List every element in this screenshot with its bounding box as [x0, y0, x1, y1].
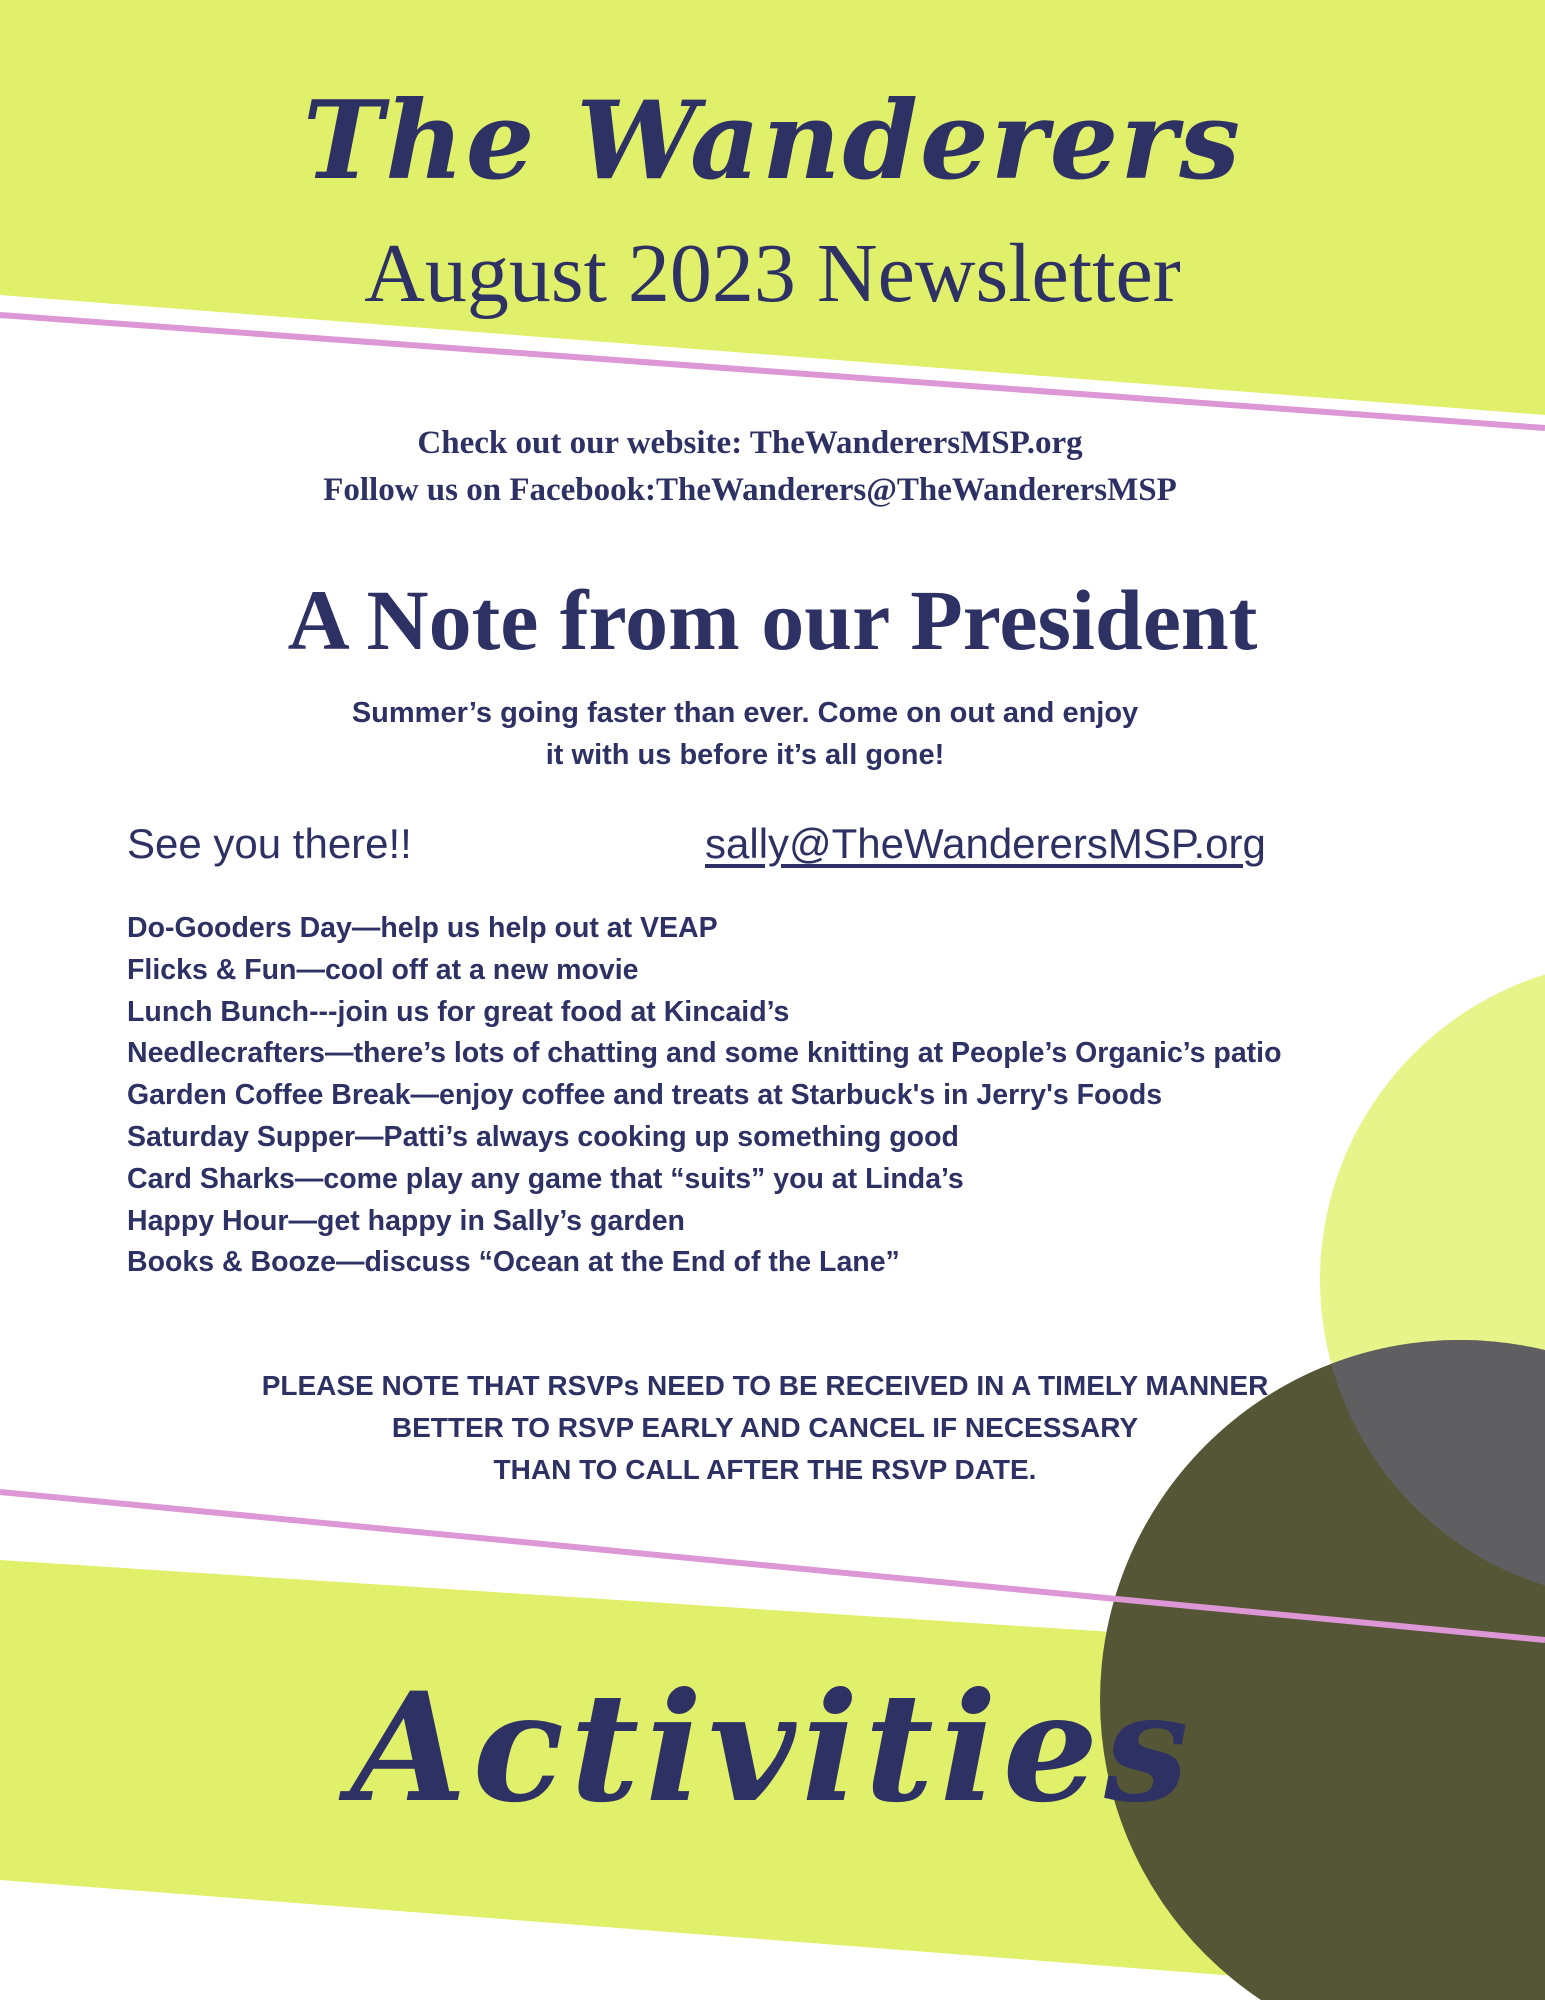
activity-item: Happy Hour—get happy in Sally’s garden [127, 1204, 685, 1237]
president-message-line-1: Summer’s going faster than ever. Come on out and enjoy [351, 697, 1139, 729]
activity-item: Flicks & Fun—cool off at a new movie [127, 953, 639, 986]
activities-list [127, 908, 1282, 1284]
newsletter-subtitle: August 2023 Newsletter [364, 227, 1181, 320]
activity-item: Books & Booze—discuss “Ocean at the End of the Lane” [127, 1246, 900, 1279]
website-link-text[interactable]: Check out our website: TheWanderersMSP.org [417, 425, 1083, 461]
top-lime-band [0, 0, 1545, 415]
activity-item: Do-Gooders Day—help us help out at VEAP [127, 912, 718, 944]
newsletter-title: The Wanderers [302, 78, 1243, 204]
rsvp-note-line-2: BETTER TO RSVP EARLY AND CANCEL IF NECESSARY [391, 1412, 1139, 1443]
activity-item: Lunch Bunch---join us for great food at Kincaid’s [127, 995, 790, 1028]
facebook-link-text[interactable]: Follow us on Facebook:TheWanderers@TheWanderersMSP [323, 472, 1177, 508]
activity-item: Garden Coffee Break—enjoy coffee and treats at Starbuck's in Jerry's Foods [127, 1079, 1163, 1112]
activity-item: Card Sharks—come play any game that “suits” you at Linda’s [127, 1162, 964, 1195]
president-note-heading: A Note from our President [287, 572, 1258, 668]
rsvp-note-line-3: THAN TO CALL AFTER THE RSVP DATE. [493, 1454, 1037, 1485]
president-message-line-2: it with us before it’s all gone! [545, 739, 945, 771]
activity-item: Saturday Supper—Patti’s always cooking up something good [127, 1120, 959, 1153]
president-email-link[interactable]: sally@TheWanderersMSP.org [705, 820, 1266, 867]
signoff-text: See you there!! [127, 820, 412, 867]
activities-title: Activities [350, 1660, 1195, 1836]
rsvp-note-line-1: PLEASE NOTE THAT RSVPs NEED TO BE RECEIVED IN A TIMELY MANNER [261, 1370, 1269, 1401]
activity-item: Needlecrafters—there’s lots of chatting and some knitting at People’s Organic’s patio [127, 1037, 1282, 1070]
